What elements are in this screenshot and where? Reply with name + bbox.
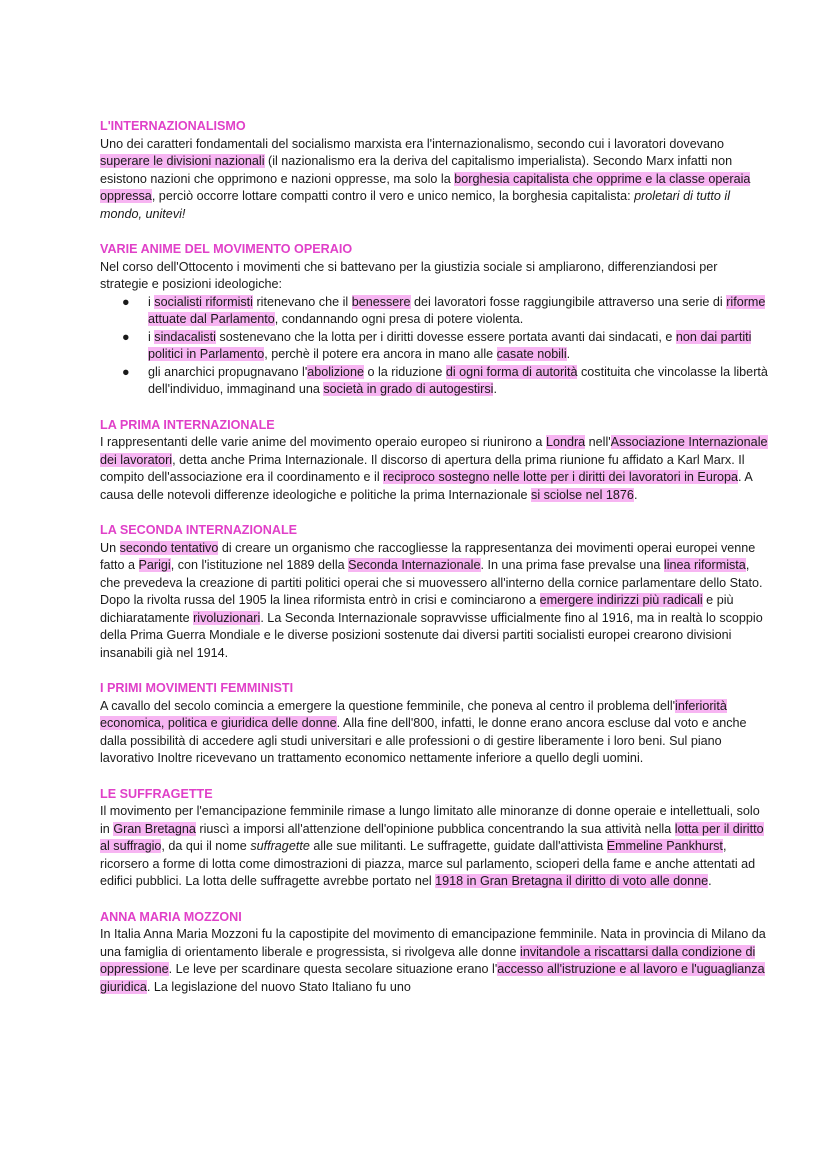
text-run: e più dichiaratamente: [100, 593, 734, 625]
section: [100, 680, 768, 768]
highlighted-text: Associazione Internazionale dei lavoratori: [100, 435, 768, 467]
text-run: ritenevano che il: [252, 294, 352, 309]
highlighted-text: invitandole a riscattarsi dalla condizione di oppressione: [100, 944, 756, 976]
highlighted-text: abolizione: [307, 364, 364, 379]
bullet-item: [100, 364, 768, 399]
highlighted-text: di ogni forma di autorità: [445, 364, 578, 379]
text-run: Uno dei caratteri fondamentali del socialismo marxista era l'internazionalismo, secondo cui i lavoratori dovevano: [100, 136, 725, 151]
text-run: , con l'istituzione nel 1889 della: [170, 558, 349, 572]
highlighted-text: riforme attuate dal Parlamento: [148, 294, 766, 326]
italic-text: proletari di tutto il mondo, unitevi!: [100, 189, 731, 221]
highlighted-text: casate nobili: [496, 347, 567, 361]
section: [100, 786, 768, 891]
bullet-icon: ●: [122, 364, 130, 379]
section-paragraph: [100, 698, 768, 768]
section: [100, 118, 768, 223]
text-run: , da qui il nome: [161, 839, 251, 853]
highlighted-text: benessere: [351, 294, 411, 309]
highlighted-text: accesso all'istruzione e al lavoro e l'uguaglianza giuridica: [100, 962, 765, 994]
text-run: nell': [585, 435, 611, 449]
text-run: dei lavoratori fosse raggiungibile attraverso una serie di: [410, 294, 727, 309]
text-run: (il nazionalismo era la deriva del capitalismo imperialista). Secondo Marx infatti non esistono nazioni che opprimono e nazioni oppresse, ma solo la: [100, 154, 733, 186]
text-run: Nel corso dell'Ottocento i movimenti che si battevano per la giustizia sociale si ampliarono, differenziandosi per strategie e posizioni ideologiche:: [100, 259, 718, 291]
highlighted-text: socialisti riformisti: [154, 294, 253, 309]
highlighted-text: non dai partiti politici in Parlamento: [148, 329, 752, 361]
text-run: sostenevano che la lotta per i diritti dovesse essere portata avanti dai sindacati, e: [215, 329, 676, 344]
bullet-item: [100, 329, 768, 364]
highlighted-text: società in grado di autogestirsi: [323, 382, 494, 396]
section-paragraph: [100, 136, 768, 224]
text-run: , condannando ogni presa di potere violenta.: [274, 312, 524, 326]
text-run: , ricorsero a forme di lotta come dimostrazioni di piazza, marce sul parlamento, scioperi della fame e anche attentati ad edifici pubblici. La lotta delle suffragette avrebbe portato nel: [100, 839, 756, 888]
bullet-icon: ●: [122, 329, 130, 344]
text-run: , perciò occorre lottare compatti contro il vero e unico nemico, la borghesia capitalista:: [151, 189, 635, 203]
highlighted-text: sindacalisti: [154, 329, 216, 344]
text-run: .: [633, 487, 638, 502]
text-run: gli anarchici propugnavano l': [148, 364, 308, 379]
highlighted-text: lotta per il diritto al suffragio: [100, 821, 764, 853]
section-heading: LA PRIMA INTERNAZIONALE: [100, 417, 275, 432]
text-run: . La Seconda Internazionale sopravvisse ufficialmente fino al 1916, ma in realtà lo scoppio della Prima Guerra Mondiale e le diverse posizioni sostenute dai diversi partiti socialisti europei crearono divisioni insanabili già nel 1914.: [100, 610, 763, 660]
italic-text: suffragette: [250, 839, 310, 853]
highlighted-text: Londra: [545, 435, 586, 449]
highlighted-text: borghesia capitalista che opprime e la classe operaia oppressa: [100, 171, 751, 203]
text-run: riuscì a imporsi all'attenzione dell'opinione pubblica concentrando la sua attività nella: [195, 821, 675, 836]
highlighted-text: 1918 in Gran Bretagna il diritto di voto alle donne: [435, 874, 709, 888]
text-run: o la riduzione: [363, 364, 446, 379]
section-heading: ANNA MARIA MOZZONI: [100, 909, 242, 924]
text-run: . Le leve per scardinare questa secolare situazione erano l': [168, 962, 498, 976]
text-run: di creare un organismo che raccogliesse la rappresentanza dei movimenti operai europei venne fatto a: [100, 540, 756, 572]
highlighted-text: emergere indirizzi più radicali: [539, 593, 703, 607]
highlighted-text: linea riformista: [663, 558, 746, 572]
highlighted-text: superare le divisioni nazionali: [100, 154, 265, 168]
text-run: i: [148, 329, 155, 344]
highlighted-text: Seconda Internazionale: [348, 558, 481, 572]
bullet-list: [100, 294, 768, 399]
text-run: i: [148, 294, 155, 309]
highlighted-text: Gran Bretagna: [113, 821, 196, 836]
text-run: A cavallo del secolo comincia a emergere la questione femminile, che poneva al centro il problema dell': [100, 698, 676, 713]
document-body: [100, 118, 768, 996]
text-run: costituita che vincolasse la libertà dell'individuo, immaginand una: [148, 364, 768, 396]
section-paragraph: [100, 540, 768, 663]
text-run: .: [708, 874, 712, 888]
section-heading: L'INTERNAZIONALISMO: [100, 119, 246, 133]
bullet-item: [100, 294, 768, 329]
section-paragraph: [100, 259, 768, 294]
highlighted-text: rivoluzionari: [193, 610, 261, 625]
section-heading: LE SUFFRAGETTE: [100, 786, 213, 801]
highlighted-text: si sciolse nel 1876: [531, 487, 634, 502]
section-paragraph: [100, 434, 768, 504]
section-heading: I PRIMI MOVIMENTI FEMMINISTI: [100, 681, 294, 695]
text-run: alle sue militanti. Le suffragette, guidate dall'attivista: [309, 839, 607, 853]
highlighted-text: Emmeline Pankhurst: [606, 839, 723, 853]
text-run: In Italia Anna Maria Mozzoni fu la capostipite del movimento di emancipazione femminile. Nata in provincia di Milano da una famiglia di orientamento liberale e progressista, si rivolgeva alle donne: [100, 927, 766, 959]
section-paragraph: [100, 803, 768, 891]
text-run: I rappresentanti delle varie anime del movimento operaio europeo si riunirono a: [100, 435, 546, 449]
text-run: . In una prima fase prevalse una: [480, 558, 664, 572]
section-paragraph: [100, 926, 768, 996]
section-heading: LA SECONDA INTERNAZIONALE: [100, 523, 298, 537]
highlighted-text: reciproco sostegno nelle lotte per i diritti dei lavoratori in Europa: [383, 470, 739, 484]
text-run: , perchè il potere era ancora in mano alle: [264, 347, 497, 361]
text-run: .: [566, 347, 571, 361]
section-heading: VARIE ANIME DEL MOVIMENTO OPERAIO: [100, 242, 353, 256]
text-run: . La legislazione del nuovo Stato Italiano fu uno: [146, 979, 411, 994]
section: [100, 241, 768, 399]
text-run: . A causa delle notevoli differenze ideologiche e politiche la prima Internazionale: [100, 470, 753, 502]
highlighted-text: secondo tentativo: [119, 540, 219, 555]
section: [100, 909, 768, 997]
text-run: , detta anche Prima Internazionale. Il discorso di apertura della prima riunione fu affidato a Karl Marx. Il compito dell'associazione era il coordinamento e il: [100, 452, 745, 484]
highlighted-text: Parigi: [138, 558, 171, 572]
text-run: Il movimento per l'emancipazione femminile rimase a lungo limitato alle minoranze di donne operaie e intellettuali, solo in: [100, 804, 760, 836]
text-run: . Alla fine dell'800, infatti, le donne erano ancora escluse dal voto e anche dalla possibilità di accedere agli studi universitari e alle professioni o di gestire liberamente i loro beni. Sul piano lavorativo Inoltre ricevevano un trattamento economico nettamente inferiore a quello degli uomini.: [100, 716, 747, 765]
section: [100, 417, 768, 505]
highlighted-text: inferiorità economica, politica e giuridica delle donne: [100, 698, 727, 730]
text-run: .: [493, 382, 497, 396]
section: [100, 522, 768, 662]
text-run: Un: [100, 540, 120, 555]
text-run: , che prevedeva la creazione di partiti politici operai che si muovessero all'interno della cornice parlamentare dello Stato. Dopo la rivolta russa del 1905 la linea riformista entrò in crisi e cominciarono a: [100, 558, 763, 607]
bullet-icon: ●: [122, 294, 130, 309]
